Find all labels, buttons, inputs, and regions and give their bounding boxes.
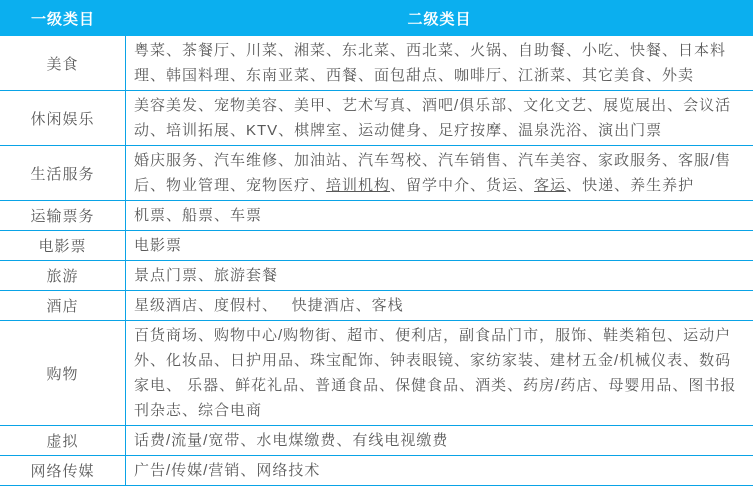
subcategories-cell xyxy=(126,231,753,260)
subcategories-text xyxy=(134,293,404,318)
subcategory-segment: 、快递、养生养护 xyxy=(566,177,695,194)
subcategory-segment: 、留学中介、货运、 xyxy=(390,177,535,194)
category-cell xyxy=(0,201,126,230)
category-label: 酒店 xyxy=(46,298,79,315)
table-body xyxy=(0,36,753,486)
subcategories-text xyxy=(134,458,320,483)
header-cell-level2: 二级类目 xyxy=(407,10,472,28)
subcategory-underlined: 培训机构 xyxy=(326,177,391,194)
subcategory-underlined: 客运 xyxy=(534,177,567,194)
category-cell xyxy=(0,321,126,425)
subcategories-text xyxy=(134,93,741,143)
category-cell xyxy=(0,291,126,320)
table-header xyxy=(0,0,753,36)
table-row xyxy=(0,426,753,456)
category-label: 生活服务 xyxy=(30,165,95,183)
category-cell xyxy=(0,426,126,455)
subcategory-segment: 电影票 xyxy=(134,237,183,254)
subcategory-segment: 粤菜、茶餐厅、川菜、湘菜、东北菜、西北菜、火锅、自助餐、小吃、快餐、日本料理、韩国料理、东南亚菜、西餐、面包甜点、咖啡厅、江浙菜、其它美食、外卖 xyxy=(134,42,727,84)
table-row xyxy=(0,456,753,486)
category-cell xyxy=(0,91,126,145)
category-cell xyxy=(0,231,126,260)
category-label: 运输票务 xyxy=(30,208,95,225)
table-row xyxy=(0,261,753,291)
category-label: 网络传媒 xyxy=(30,463,95,480)
category-cell xyxy=(0,146,126,200)
subcategories-text xyxy=(134,263,278,288)
category-cell xyxy=(0,261,126,290)
subcategory-segment: 百货商场、购物中心/购物街、超市、便利店，副食品门市，服饰、鞋类箱包、运动户外、化妆品、日护用品、珠宝配饰、钟表眼镜、家纺家装、建材五金/机械仪表、数码家电、 乐器、鲜花礼品、普通食品、保健食品、酒类、药房/药店、母婴用品、图书报刊杂志、综合电商 xyxy=(134,327,737,419)
subcategories-text xyxy=(134,428,448,453)
subcategories-cell xyxy=(126,426,753,455)
subcategory-segment: 星级酒店、度假村、 快捷酒店、客栈 xyxy=(134,297,404,314)
category-cell xyxy=(0,456,126,485)
table-row xyxy=(0,201,753,231)
table-row xyxy=(0,291,753,321)
table-row xyxy=(0,36,753,91)
category-label: 购物 xyxy=(46,365,79,383)
category-label: 休闲娱乐 xyxy=(30,110,95,128)
subcategories-text xyxy=(134,38,741,88)
table-row xyxy=(0,146,753,201)
subcategories-text xyxy=(134,323,741,423)
subcategory-segment: 机票、船票、车票 xyxy=(134,207,263,224)
subcategories-cell xyxy=(126,146,753,200)
subcategories-cell xyxy=(126,36,753,90)
subcategory-segment: 广告/传媒/营销、网络技术 xyxy=(134,462,321,479)
subcategories-text xyxy=(134,148,741,198)
header-cell-level1: 一级类目 xyxy=(30,10,95,28)
subcategories-cell xyxy=(126,261,753,290)
category-cell xyxy=(0,36,126,90)
subcategory-segment: 话费/流量/宽带、水电煤缴费、有线电视缴费 xyxy=(134,432,449,449)
table-row xyxy=(0,91,753,146)
category-label: 旅游 xyxy=(46,268,79,285)
subcategories-cell xyxy=(126,91,753,145)
subcategories-cell xyxy=(126,201,753,230)
table-row xyxy=(0,231,753,261)
category-label: 电影票 xyxy=(38,238,87,255)
subcategories-cell xyxy=(126,321,753,425)
category-label: 美食 xyxy=(46,55,79,73)
subcategory-segment: 美容美发、宠物美容、美甲、艺术写真、酒吧/俱乐部、文化文艺、展览展出、会议活动、培训拓展、KTV、棋牌室、运动健身、足疗按摩、温泉洗浴、演出门票 xyxy=(134,97,732,139)
table-row xyxy=(0,321,753,426)
subcategories-text xyxy=(134,203,262,228)
subcategory-segment: 景点门票、旅游套餐 xyxy=(134,267,279,284)
subcategories-text xyxy=(134,233,182,258)
category-label: 虚拟 xyxy=(46,433,79,450)
subcategories-cell xyxy=(126,456,753,485)
subcategory-segment: 婚庆服务、汽车维修、加油站、汽车驾校、汽车销售、汽车美容、家政服务、客服/售后、物业管理、宠物医疗、 xyxy=(134,152,732,194)
subcategories-cell xyxy=(126,291,753,320)
